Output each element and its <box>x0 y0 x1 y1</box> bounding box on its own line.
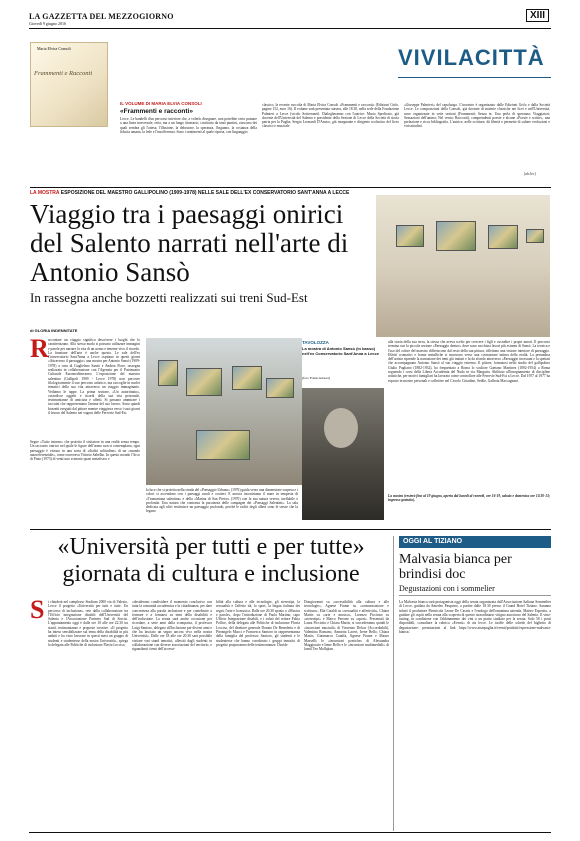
tiziano-rule <box>399 595 551 596</box>
issue-date: Giovedì 9 giugno 2016 <box>29 21 66 26</box>
photo-caption: La mostra di Antonio Sansò (in basso) nell'ex Conservatorio Sant'Anna a Lecce <box>302 346 380 356</box>
main-kicker <box>30 190 349 196</box>
footer-rule <box>29 832 551 833</box>
page-number: XIII <box>526 9 549 22</box>
universita-column-1: i chiuderà nel complesso Studium 2000 via di Valesio, Lecce il progetto «Università per tutti e tutte. Un percorso di inclusione», rete dalla collaborazione tra l'Ufficio integrazione disabili dell'Università del Salento e l'Associazione Partners Sud di Sorrisi. L'appuntamento oggi è dalle ore 10 alle ore 22.30 tra stand, testimonianze e proposte creative. «Il progetto ha inteso sensibilizzare sul tema della disabilità in più ambiti e ha visto lavorare in questi mesi un gruppo di studenti e studentesse della nostra Università», spiega la delegata alle Politiche di inclusione Flavia Lecciso, <box>48 600 128 647</box>
painting <box>436 221 476 251</box>
book-cover-photo <box>30 42 108 127</box>
main-exhibition-info: La mostra (resterà fino al 19 giugno, aperta dal lunedì al venerdì, ore 16-19, sabato e domenica ore 10.30-13; ingresso gratuito). <box>388 494 550 503</box>
header-rule <box>29 28 551 29</box>
main-headline: Viaggio tra i paesaggi onirici del Salento narrati nell'arte di Antonio Sansò <box>30 199 349 287</box>
tiziano-body: La Malvasia bianca sarà protagonista oggi della serata organizzata dall'Associazione Italiana Sommelier di Lecce, guidata da Amedeo Pasquino, a partire dalle 18.30 presso il Grand Hotel Tiziano. Saranno infatti il produttore Piernicola Leone De Castris e l'enologo dell'omonima azienda, Matteo Esposito, a guidare gli ospiti nella serata alla scoperta di questo straordinario vitigno autoctono del Salento. Il vino-tasting, in condizione con l'abbinamento dei vini a un piatto studiato per la serata. Solo 50 i posti disponibili, consultare la rubrica «Eventi» di ais lecce. Le tariffe delle schede del biglietto di degustazione: prenotazioni al link https://www.aisarpuglia.it/eventi/prodotti/espressione-malvasia-bianca/. <box>399 600 551 635</box>
photo-credit: [foto Frank Attaore] <box>302 376 331 380</box>
portrait-face <box>324 408 358 448</box>
painting <box>186 368 222 396</box>
universita-column-4: Dongiovanni su «accessibilità alla cultura e alle tecnologie», Agnese Fiume su «comunicazione e scrittura», Elia Cataldi su «sessualità e affettività», Chiara Martis su «arte e musica», Lorenzo Piccinno su «stereotipi» e Marco Perrone su «sport». Presentati da Laura Picciotto e Chiara Martis, si succederanno quindi le «incursioni musicali» di Vincenzo Delcar (Accordiabili), Valentina Romano, Annarita Laceri, Irene Bello, Chiara Martis, Gianmarco Cataffa, Agnese Fiume e Mauro Masselli; le «incursioni poetiche» di Alessandra Maggiorato e Irene Bello e le «incursioni multimediali» di Jamil Teo Mollajian. <box>304 600 389 652</box>
main-column-2: Segue «Tutto intorno» che proietta il visitatore in una realtà senza tempo. Un racconto onirico nel quale le figure dell'uomo non si contemplano, ogni paesaggio è vissuto in una sorta di «dialisi solitudine» di un «mondo autoreferenziale», come osservava Vittorio Sabelbo. In questo mondo l'Arco di Prato (1973) di venti uno scenario quasi metafisico e <box>30 440 140 462</box>
universita-headline: «Università per tutti e per tutte» giornata di cultura e inclusione <box>57 534 365 587</box>
universita-dropcap: S <box>30 595 45 624</box>
tiziano-kicker: OGGI AL TIZIANO <box>399 536 551 548</box>
tiziano-headline: Malvasia bianca per brindisi doc <box>399 552 512 582</box>
main-column-4: alla storia della sua terra, la stessa che aveva scelto per crescere i figli e custodire i propri amori. Il percorso termina con la piccola sezione «Paesaggio dentro» dove sono racchiusi lavori più estremi di Sansò. La tecnica e l'uso del colore del maestro differiscono dal resto della sua pittura, riflettono una visione interiore di paesaggio. Effetti cromatici e forme metalliche si muovono verso una costruzione intima della realtà. La penombra dell'artista riprende la narrazione dei temi già trattati e fa da sfondo attraverso «Paesaggio incessant e la spettati che accompagnano Antonio Sansò al suo viaggio estremo. Il pittore, formatosi nello studio del gallipolino Giulio Pagliano (1882-1932), ha frequentato a Roma lo scultore Gaetano Martinez (1892-1954) a Roma seguendo i corsi della Libera Accademia del Nudo in via Margutta. Abilitato all'insegnamento di discipline artistiche, per motivi famigliari ha lavorato come controllore alle Ferrovie Sud-Est a Lecce. Dal 1957 al 1977 ha esposto in mostre personali e collettive nel Circolo Cittadino, Sedile, Galleria Maccagnani. <box>388 340 550 383</box>
painting-on-easel <box>196 430 250 460</box>
main-subhead: In rassegna anche bozzetti realizzati sui treni Sud-Est <box>30 290 308 305</box>
artist-portrait-photo <box>302 388 384 520</box>
universita-column-3: bilità alla cultura e alle tecnologie, gli stereotipi, la sessualità e l'affetto ità, lo sport, la lingua italiana dei segni, l'arte e la musica. Dalle ore 20.30 spazio a «Musica e parole», dopo l'introduzione di Paola Martino, capo Ufficio Integrazione disabili, e i saluti del rettore Fabio Pollice, della delegata alle Politiche di inclusione Flavia Lecciso, del direttore generale Donato De Benedetto e di Pierangelo Mucci e Francesca Santoro in rappresentanza della famiglia del professor Santoro, gli studenti e le studentesse che hanno coordinato i gruppi tematici di progetto proporranno delle testimonianze: Davide <box>216 600 300 647</box>
main-column-3: la luce che si proietta nella strada del «Paesaggio Urbano» (1976) guida verso una dimensione sospesa e i colori si accendono con i paesaggi rurali e costieri. E ancora incontriamo il mare in tempesta di «Tramontana salentina» e della «Marina di San Pietro» (1970) con la sua natura severa, ineffabile e profonda. Una natura che contrasta la pacatezza delle campagne dei «Paesaggi Salentini». La sala dedicata agli ulivi restituisce un paesaggio profondo, perché le radici degli alberi sono le stesse che la legano <box>146 488 298 514</box>
consoli-signature: [alc.lec] <box>524 172 536 176</box>
painting <box>158 360 178 386</box>
main-kicker-label: LA MOSTRA <box>30 190 60 196</box>
book-cover-author: Maria Elvira Consoli <box>37 46 71 51</box>
exhibition-hall-photo <box>376 195 550 337</box>
consoli-column-2: classico, la recente raccolta di Maria Elvira Consoli «Frammenti e racconti» (Edizioni Grifo, pagine 152, euro 16). Il volume sarà presentato stasera, alle 18.30, nella sede della Fondazione Palmieri a Lecce (vicolo Sotterranei). Dialogheranno con l'autrice: Mario Spedicato, già docente dell'Università del Salento e presidente della Sezione di Lecce della Società di storia patria per la Puglia; Sergio Leonardi D'Amico, già insegnante e dirigente scolastico del liceo classico e musicale <box>262 103 399 129</box>
consoli-rule <box>30 187 551 188</box>
painting <box>396 225 424 247</box>
exhibition-room-photo <box>146 338 302 485</box>
main-dropcap: R <box>30 334 49 363</box>
painting <box>232 366 262 390</box>
tiziano-subhead: Degustazioni con i sommelier <box>399 584 495 593</box>
consoli-column-1: Lecce. Le bandelli d'un percorso interiore che, a volerlo disegnare, non potrebbe certo puntare a una linea trasversale, retta, ma a un lungo itinerario, costituito da tanti puntini, ciascuno dei quali sembra gli l'attesa, l'illusione, la delusione, la speranza, l'inganno, la costanza della fiducia umana, la fede e l'insofferenza. Sono i sentimenti al quale riporta, con linguaggio <box>120 117 257 134</box>
painting <box>526 229 544 243</box>
consoli-column-3: «Giuseppe Palmieri» del capoluogo. L'incontro è organizzato dalle Edizioni Grifo e dalla Società Lecce. Le composizioni della Consoli, già docente di materie classiche nei licei e nell'Università, sono organizzate in sette sezioni (Frammenti; Senza te; Una perla di speranza; Viaggiatori; Sensazioni dell'anima; Nel vento; Racconti), comprendenti poesie e alcune «Poesie e scritte», una prefazione e ricca bibliografia. L'autrice, nelle scritture, dà libertà e permette di saltare evoluzioni e vicissitudini. <box>404 103 550 129</box>
masthead: LA GAZZETTA DEL MEZZOGIORNO <box>29 12 174 21</box>
main-rule <box>30 529 551 530</box>
main-byline: di GLORIA INDENNITATE <box>30 328 78 333</box>
section-rule <box>398 77 551 78</box>
painting <box>266 378 294 398</box>
column-divider <box>393 536 394 831</box>
section-title: VIVILACITTÀ <box>398 45 545 70</box>
consoli-headline: «Frammenti e racconti» <box>120 108 193 115</box>
universita-column-2: «desiderano condividere il momento conclusivo con tutta la comunità accademica e la cittadinanza, per dare concretezza alla parola inclusione e per contribuire a formare e a formarsi su temi della disabilità e dell'inclusione. La serata sarà anche occasione per ricordare, a sette anni dalla scomparsa, il professor Luigi Santoro, delegato all'Inclusione per diversi anni e che ha lasciato un segno ancora vivo nella nostra Università». Dalle ore 18 alle ore 20.30 sarà possibile visitare vari stand tematici, allestiti dagli studenti in collaborazione con diverse associazioni del territorio, e riguardanti i temi dell'accessi- <box>132 600 212 652</box>
photo-caption-title: TAVOLOZZA <box>302 340 329 345</box>
painting <box>488 225 518 249</box>
main-column-1: accontare un viaggio significa descrivere i luoghi che lo caratterizzano. Allo stesso modo si possono utilizzare immagini e parole per narrare la vita di un uomo e tenerne vivo il ricordo. La funzione dell'arte è anche questa. Le sale dell'ex Conservatorio Sant'Anna a Lecce ospitano in questi giorni «Attraverso il paesaggio» una mostra per Antonio Sansò (1909-1978) a cura di Guglielmo Sansò e Andrea Fiore, rassegna realizzata in collaborazione con l'Agenzia per il Patrimonio Culturale Euromediterraneo. L'esposizione del maestro salentino (Gallipoli 1909 - Lecce 1978) non percorre filologicamente il suo percorso artistico, ma raccoglie in nuclei tematici della sua vita attraverso un viaggio immaginario. Vediamo le tappe. La prima sezione, «Un autoritratto», custodisce oggetti e ricordi della sua vita personale, testimonianze di amicizia e affetti. Si passano ammirare i taccuini che rappresentano l'anima del suo lavoro. Sono quindi bozzetti eseguiti dal pittore mentre viaggiava verso i suoi giorni il lavoro del Salento nei vagoni delle Ferrovie Sud-Est. <box>48 338 140 416</box>
consoli-kicker: IL VOLUME DI MARIA ELVIA CONSOLI <box>120 101 202 106</box>
main-kicker-text: ESPOSIZIONE DEL MAESTRO GALLIPOLINO (1909-1978) NELLE SALE DELL'EX CONSERVATORIO SANT'ANNA A LECCE <box>60 190 350 196</box>
book-cover-title: Frammenti e Racconti <box>34 70 93 77</box>
